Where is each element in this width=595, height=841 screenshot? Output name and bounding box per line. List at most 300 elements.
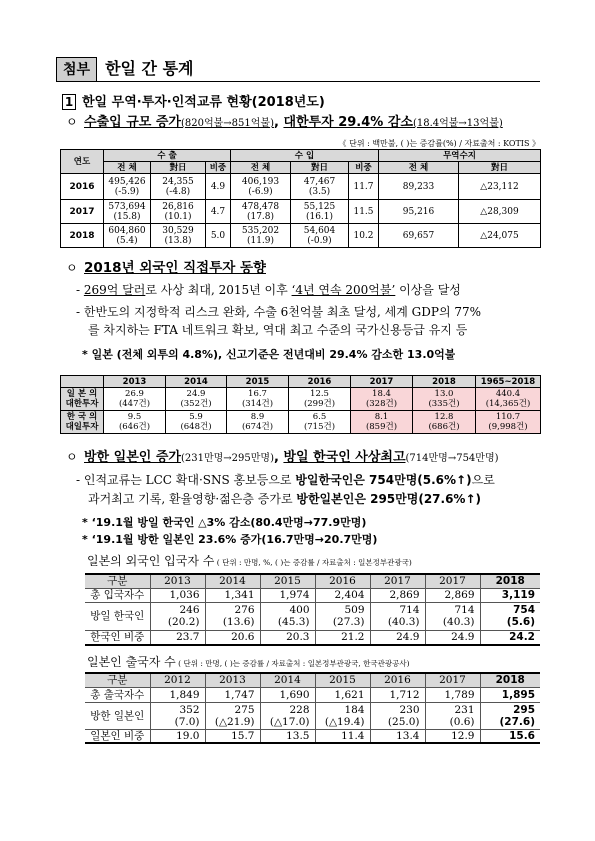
- cell-value: 1,036: [169, 589, 200, 601]
- cell-change: (674건): [241, 422, 274, 432]
- cell-value: 13.5: [286, 729, 310, 742]
- cell-change: (27.3): [332, 616, 365, 628]
- cell-change: (447건): [118, 399, 151, 409]
- cell-value: 18.4: [372, 389, 391, 399]
- cell-value: 20.6: [231, 631, 255, 644]
- table-cell: [370, 702, 425, 729]
- cell-change: (328건): [365, 399, 398, 409]
- cell-value: 2,869: [389, 589, 420, 601]
- cell-value: 8.9: [250, 412, 265, 422]
- cell-change: (11.9): [246, 235, 275, 246]
- table-header-cell: 2013: [104, 376, 166, 388]
- cell-value: 5.0: [210, 230, 226, 241]
- bullet-mark: ㅇ: [66, 450, 78, 464]
- table-cell: [413, 388, 476, 411]
- table-cell: [425, 602, 480, 630]
- people-note-1: * ‘19.1월 방일 한국인 △3% 감소(80.4만명→77.9만명): [82, 516, 367, 529]
- cell-change: (9,998건): [488, 422, 528, 432]
- cell-change: (-0.9): [307, 235, 332, 246]
- cell-value: 1,712: [389, 688, 420, 701]
- table-cell: [289, 388, 351, 411]
- row-label-line: 한 국 의: [66, 412, 98, 422]
- table-header-cell: 對日: [151, 162, 206, 174]
- page-title: 한일 간 통계: [105, 59, 194, 78]
- trade-headline: [66, 112, 503, 132]
- table-cell: [205, 702, 260, 729]
- table-cell: [104, 174, 151, 200]
- cell-value: 714: [454, 604, 475, 616]
- table-cell: [150, 588, 205, 602]
- cell-value: 1,974: [279, 589, 310, 601]
- cell-value: 228: [289, 703, 310, 716]
- table-cell: [150, 630, 205, 645]
- table-header-cell: 2013: [150, 574, 205, 588]
- table-header-row: [61, 376, 541, 388]
- cell-value: 15.6: [509, 729, 535, 742]
- table-cell: [351, 388, 413, 411]
- trade-headline-b: 대한투자 29.4% 감소: [283, 115, 413, 130]
- fdi-title: 2018년 외국인 직접투자 동향: [84, 260, 267, 276]
- table-row: [61, 174, 541, 200]
- cell-change: (715건): [303, 422, 336, 432]
- section-title: 한일 무역·투자·인적교류 현황(2018년도): [82, 95, 325, 110]
- row-label: [61, 411, 104, 434]
- arrivals-table: [85, 573, 540, 646]
- cell-value: 509: [344, 604, 365, 616]
- cell-value: 495,426: [108, 176, 146, 187]
- cell-value: 1,849: [169, 688, 200, 701]
- cell-value: 1,789: [444, 688, 475, 701]
- cell-value: 1,341: [224, 589, 255, 601]
- table-row: [85, 602, 540, 630]
- text: -: [76, 283, 84, 297]
- table-header-cell: 2017: [370, 574, 425, 588]
- table-row: [61, 411, 541, 434]
- cell-value: 1,895: [501, 688, 535, 701]
- table-header-cell: 2017: [425, 673, 480, 687]
- cell-value: 714: [399, 604, 420, 616]
- cell-value: 11.4: [341, 729, 365, 742]
- cell-value: 23.7: [176, 631, 200, 644]
- cell-value: 21.2: [341, 631, 365, 644]
- table-header-cell: 2015: [315, 673, 370, 687]
- row-label: 방일 한국인: [85, 602, 150, 630]
- cell-value: 295: [513, 703, 535, 716]
- text: 과거최고 기록, 환율영향·젊은층 증가로: [88, 492, 297, 506]
- table-row: [85, 729, 540, 743]
- caption-title: 일본인 출국자 수: [87, 655, 176, 669]
- cell-value: 13.0: [434, 389, 454, 399]
- cell-value: 275: [234, 703, 255, 716]
- table-cell: [370, 602, 425, 630]
- row-year: 2016: [61, 174, 104, 200]
- table-row: [85, 630, 540, 645]
- cell-value: 8.1: [374, 412, 389, 422]
- cell-change: (-6.9): [248, 186, 273, 197]
- table-cell: [379, 174, 459, 200]
- cell-value: △23,112: [480, 181, 519, 192]
- cell-change: (-4.8): [165, 186, 191, 197]
- table-cell: [260, 702, 315, 729]
- table-header-cell: 2016: [315, 574, 370, 588]
- cell-value: 13.4: [396, 729, 420, 742]
- cell-value: 604,860: [108, 225, 146, 236]
- cell-change: (40.3): [442, 616, 475, 628]
- table-cell: [260, 729, 315, 743]
- cell-change: (299건): [303, 399, 336, 409]
- cell-value: 89,233: [402, 181, 435, 192]
- table-cell: [476, 388, 541, 411]
- balance-header: 무역수지: [379, 150, 541, 162]
- cell-value: △28,309: [480, 206, 519, 217]
- cell-change: (335건): [428, 399, 460, 409]
- cell-value: 24.9: [396, 631, 420, 644]
- cell-value: △24,075: [480, 230, 519, 241]
- table-cell: [151, 174, 206, 200]
- table-row: [85, 702, 540, 729]
- table-header-cell: 비중: [349, 162, 379, 174]
- cell-value: 26.9: [125, 389, 144, 399]
- cell-value: 230: [399, 703, 420, 716]
- cell-change: (10.1): [164, 211, 192, 222]
- table-row: [61, 200, 541, 224]
- headline-separator: ,: [273, 115, 284, 130]
- table-cell: [351, 411, 413, 434]
- table-cell: [206, 174, 231, 200]
- bullet-mark: ㅇ: [66, 261, 78, 275]
- people-headline-b: 방일 한국인 사상최고: [283, 450, 406, 465]
- cell-change: (314건): [241, 399, 274, 409]
- cell-value: 12.8: [434, 412, 454, 422]
- cell-change: (7.0): [174, 715, 200, 728]
- table-header-cell: 구분: [85, 673, 150, 687]
- cell-value: 2,404: [334, 589, 365, 601]
- cell-value: 400: [289, 604, 310, 616]
- import-header: 수 입: [231, 150, 379, 162]
- row-label: 방한 일본인: [85, 702, 150, 729]
- table-header-cell: 2018: [413, 376, 476, 388]
- cell-value: 12.9: [451, 729, 475, 742]
- fdi-line-2: - 한반도의 지정학적 리스크 완화, 수출 6천억불 최초 달성, 세계 GDP의 77%: [76, 305, 482, 319]
- trade-headline-a: 수출입 규모 증가: [84, 115, 181, 130]
- cell-value: 573,694: [108, 201, 146, 212]
- table-cell: [370, 630, 425, 645]
- table-header-cell: 1965~2018: [476, 376, 541, 388]
- table-cell: [425, 588, 480, 602]
- table-cell: [459, 174, 541, 200]
- headline-separator: ,: [273, 450, 284, 465]
- cell-value: 55,125: [303, 201, 336, 212]
- table-cell: [104, 388, 166, 411]
- table-cell: [370, 588, 425, 602]
- text: 로 사상 최대, 2015년 이후: [145, 283, 292, 297]
- table-cell: [104, 200, 151, 224]
- fdi-japan-note: * 일본 (전체 외투의 4.8%), 신고기준은 전년대비 29.4% 감소한 13.0억불: [82, 348, 456, 361]
- table-cell: [480, 687, 540, 702]
- cell-value: 246: [179, 604, 200, 616]
- table-cell: [205, 602, 260, 630]
- cell-change: (25.0): [387, 715, 420, 728]
- table-cell: [480, 702, 540, 729]
- table-cell: [206, 224, 231, 248]
- attachment-header: [56, 56, 540, 82]
- cell-change: (0.6): [449, 715, 475, 728]
- table-header-cell: 2017: [351, 376, 413, 388]
- table-header-cell: 2014: [205, 574, 260, 588]
- row-label: [61, 388, 104, 411]
- cell-change: (△19.4): [324, 715, 365, 728]
- cell-value: 26,816: [162, 201, 194, 212]
- table-cell: [150, 687, 205, 702]
- cell-value: 535,202: [241, 225, 280, 236]
- table-cell: [150, 729, 205, 743]
- table-cell: [205, 588, 260, 602]
- table-header-cell: 2015: [260, 574, 315, 588]
- table-cell: [480, 729, 540, 743]
- cell-change: (14,365건): [485, 399, 531, 409]
- cell-value: 478,478: [241, 201, 280, 212]
- table-cell: [480, 630, 540, 645]
- table-cell: [151, 200, 206, 224]
- table-cell: [459, 224, 541, 248]
- departures-caption: [87, 655, 410, 671]
- table-header-cell: 2012: [150, 673, 205, 687]
- table-header-cell: 구분: [85, 574, 150, 588]
- arrivals-caption: [87, 554, 412, 570]
- cell-value: 9.5: [127, 412, 142, 422]
- bullet-mark: ㅇ: [66, 115, 78, 129]
- cell-value: 10.2: [353, 230, 374, 241]
- cell-value: 276: [234, 604, 255, 616]
- table-cell: [231, 174, 291, 200]
- text-underlined: ‘4년 연속 200억불’: [291, 283, 396, 297]
- table-cell: [227, 411, 289, 434]
- cell-value: 20.3: [286, 631, 310, 644]
- table-cell: [349, 224, 379, 248]
- row-label-line: 대일투자: [65, 422, 99, 432]
- caption-title: 일본의 외국인 입국자 수: [87, 554, 215, 568]
- table-cell: [315, 687, 370, 702]
- table-cell: [349, 174, 379, 200]
- cell-value: 5.9: [189, 412, 203, 422]
- people-note-2: * ‘19.1월 방한 일본인 23.6% 증가(16.7만명→20.7만명): [82, 533, 378, 546]
- row-year: 2017: [61, 200, 104, 224]
- row-label: 총 출국자수: [85, 687, 150, 702]
- trade-table: [60, 149, 541, 248]
- cell-value: 754: [513, 604, 535, 616]
- cell-value: 184: [344, 703, 365, 716]
- table-header-cell: 2017: [425, 574, 480, 588]
- table-subheader-row: [61, 162, 541, 174]
- cell-change: (13.6): [222, 616, 255, 628]
- cell-value: 352: [179, 703, 200, 716]
- text: 으로: [471, 473, 495, 487]
- cell-value: 4.9: [210, 181, 226, 192]
- cell-change: (△17.0): [269, 715, 310, 728]
- table-header-cell: 전 체: [231, 162, 291, 174]
- table-cell: [379, 200, 459, 224]
- people-line-1: [76, 473, 495, 488]
- cell-value: 1,690: [279, 688, 310, 701]
- cell-value: 30,529: [162, 225, 194, 236]
- table-cell: [480, 602, 540, 630]
- table-header-cell: 對日: [291, 162, 349, 174]
- cell-change: (16.1): [305, 211, 334, 222]
- row-label-line: 대한투자: [65, 399, 99, 409]
- fdi-table: [60, 375, 541, 434]
- table-cell: [370, 687, 425, 702]
- cell-change: (45.3): [277, 616, 310, 628]
- cell-value: 4.7: [210, 206, 226, 217]
- table-header-cell: 전 체: [104, 162, 151, 174]
- table-header-cell: 2014: [260, 673, 315, 687]
- cell-value: 24.9: [451, 631, 475, 644]
- cell-value: 1,621: [334, 688, 365, 701]
- cell-value: 406,193: [241, 176, 280, 187]
- cell-value: 24.9: [186, 389, 206, 399]
- table-cell: [150, 702, 205, 729]
- table-header-cell: 對日: [459, 162, 541, 174]
- table-cell: [315, 702, 370, 729]
- people-line-2: [88, 492, 481, 507]
- fdi-line-3: 를 차지하는 FTA 네트워크 확보, 역대 최고 수준의 국가신용등급 유지 등: [88, 323, 468, 337]
- cell-value: 6.5: [312, 412, 327, 422]
- table-header-cell: 2016: [289, 376, 351, 388]
- cell-value: 440.4: [495, 389, 521, 399]
- cell-change: (648건): [180, 422, 212, 432]
- table-cell: [349, 200, 379, 224]
- table-header-row: [61, 150, 541, 162]
- row-label: 한국인 비중: [85, 630, 150, 645]
- table-cell: [413, 411, 476, 434]
- table-cell: [291, 224, 349, 248]
- table-header-row: [85, 673, 540, 687]
- table-cell: [166, 411, 227, 434]
- table-cell: [231, 200, 291, 224]
- table-cell: [379, 224, 459, 248]
- table-cell: [289, 411, 351, 434]
- table-header-cell: 2016: [370, 673, 425, 687]
- cell-value: 110.7: [495, 412, 521, 422]
- row-year: 2018: [61, 224, 104, 248]
- table-cell: [205, 687, 260, 702]
- row-label-line: 일 본 의: [66, 389, 98, 399]
- table-cell: [315, 729, 370, 743]
- cell-change: (△21.9): [214, 715, 255, 728]
- table-cell: [166, 388, 227, 411]
- row-label: 총 입국자수: [85, 588, 150, 602]
- cell-change: (20.2): [167, 616, 200, 628]
- cell-change: (13.8): [164, 235, 192, 246]
- trade-headline-b-detail: (18.4억불→13억불): [412, 118, 503, 129]
- cell-value: 19.0: [176, 729, 200, 742]
- table-cell: [425, 630, 480, 645]
- table-header-cell: 2018: [480, 673, 540, 687]
- trade-unit-note: 《 단위 : 백만불, ( )는 증감률(%) / 자료출처 : KOTIS 》: [338, 139, 540, 148]
- table-cell: [260, 630, 315, 645]
- people-headline-a: 방한 일본인 증가: [84, 450, 181, 465]
- cell-value: 54,604: [303, 225, 336, 236]
- cell-value: 1,747: [224, 688, 255, 701]
- cell-change: (17.8): [246, 211, 275, 222]
- table-cell: [206, 200, 231, 224]
- table-cell: [227, 388, 289, 411]
- year-header: 연도: [61, 150, 104, 174]
- cell-change: (352건): [180, 399, 212, 409]
- table-cell: [476, 411, 541, 434]
- table-header-cell: 2014: [166, 376, 227, 388]
- cell-value: 95,216: [402, 206, 435, 217]
- cell-change: (40.3): [387, 616, 420, 628]
- text-bold: 방한일본인은 295만명(27.6%↑): [296, 492, 481, 506]
- cell-change: (686건): [428, 422, 460, 432]
- table-cell: [205, 630, 260, 645]
- departures-table: [85, 672, 540, 744]
- table-cell: [231, 224, 291, 248]
- table-cell: [205, 729, 260, 743]
- text: 이상을 달성: [395, 283, 461, 297]
- table-cell: [260, 602, 315, 630]
- cell-change: (3.5): [308, 186, 331, 197]
- trade-headline-a-detail: (820억불→851억불): [180, 118, 274, 129]
- table-cell: [315, 588, 370, 602]
- section-number: 1: [62, 94, 76, 110]
- cell-value: 231: [454, 703, 475, 716]
- table-cell: [315, 602, 370, 630]
- table-cell: [425, 687, 480, 702]
- caption-note: ( 단위 : 만명, ( )는 증감률 / 자료출처 : 일본정부관광국, 한국관광공사): [175, 659, 410, 668]
- cell-value: 11.5: [353, 206, 374, 217]
- table-header-cell: 2018: [480, 574, 540, 588]
- table-row: [85, 588, 540, 602]
- cell-value: 15.7: [231, 729, 255, 742]
- cell-value: 2,869: [444, 589, 475, 601]
- attachment-tag: 첨부: [56, 57, 97, 81]
- table-cell: [291, 174, 349, 200]
- table-header-cell: 비중: [206, 162, 231, 174]
- table-cell: [459, 200, 541, 224]
- table-row: [61, 224, 541, 248]
- table-row: [85, 687, 540, 702]
- people-headline-b-detail: (714만명→754만명): [405, 453, 499, 464]
- table-cell: [291, 200, 349, 224]
- table-cell: [260, 588, 315, 602]
- table-cell: [151, 224, 206, 248]
- table-header-cell: [61, 376, 104, 388]
- cell-value: 24,355: [162, 176, 194, 187]
- table-cell: [425, 702, 480, 729]
- row-label: 일본인 비중: [85, 729, 150, 743]
- cell-change: (859건): [365, 422, 398, 432]
- cell-value: 11.7: [353, 181, 374, 192]
- text-underlined: 269억 달러: [83, 283, 146, 297]
- cell-change: (5.4): [116, 235, 138, 246]
- section-heading: [62, 91, 325, 110]
- export-header: 수 출: [104, 150, 231, 162]
- table-cell: [104, 224, 151, 248]
- table-cell: [315, 630, 370, 645]
- cell-change: (5.6): [506, 616, 535, 628]
- caption-note: ( 단위 : 만명, %, ( )는 증감률 / 자료출처 : 일본정부관광국): [214, 558, 412, 567]
- people-headline-a-detail: (231만명→295만명): [180, 453, 274, 464]
- people-headline: [66, 447, 499, 467]
- table-header-cell: 전 체: [379, 162, 459, 174]
- fdi-line-1: [76, 283, 461, 298]
- table-cell: [425, 729, 480, 743]
- table-cell: [480, 588, 540, 602]
- cell-value: 24.2: [509, 631, 535, 644]
- cell-value: 12.5: [310, 389, 329, 399]
